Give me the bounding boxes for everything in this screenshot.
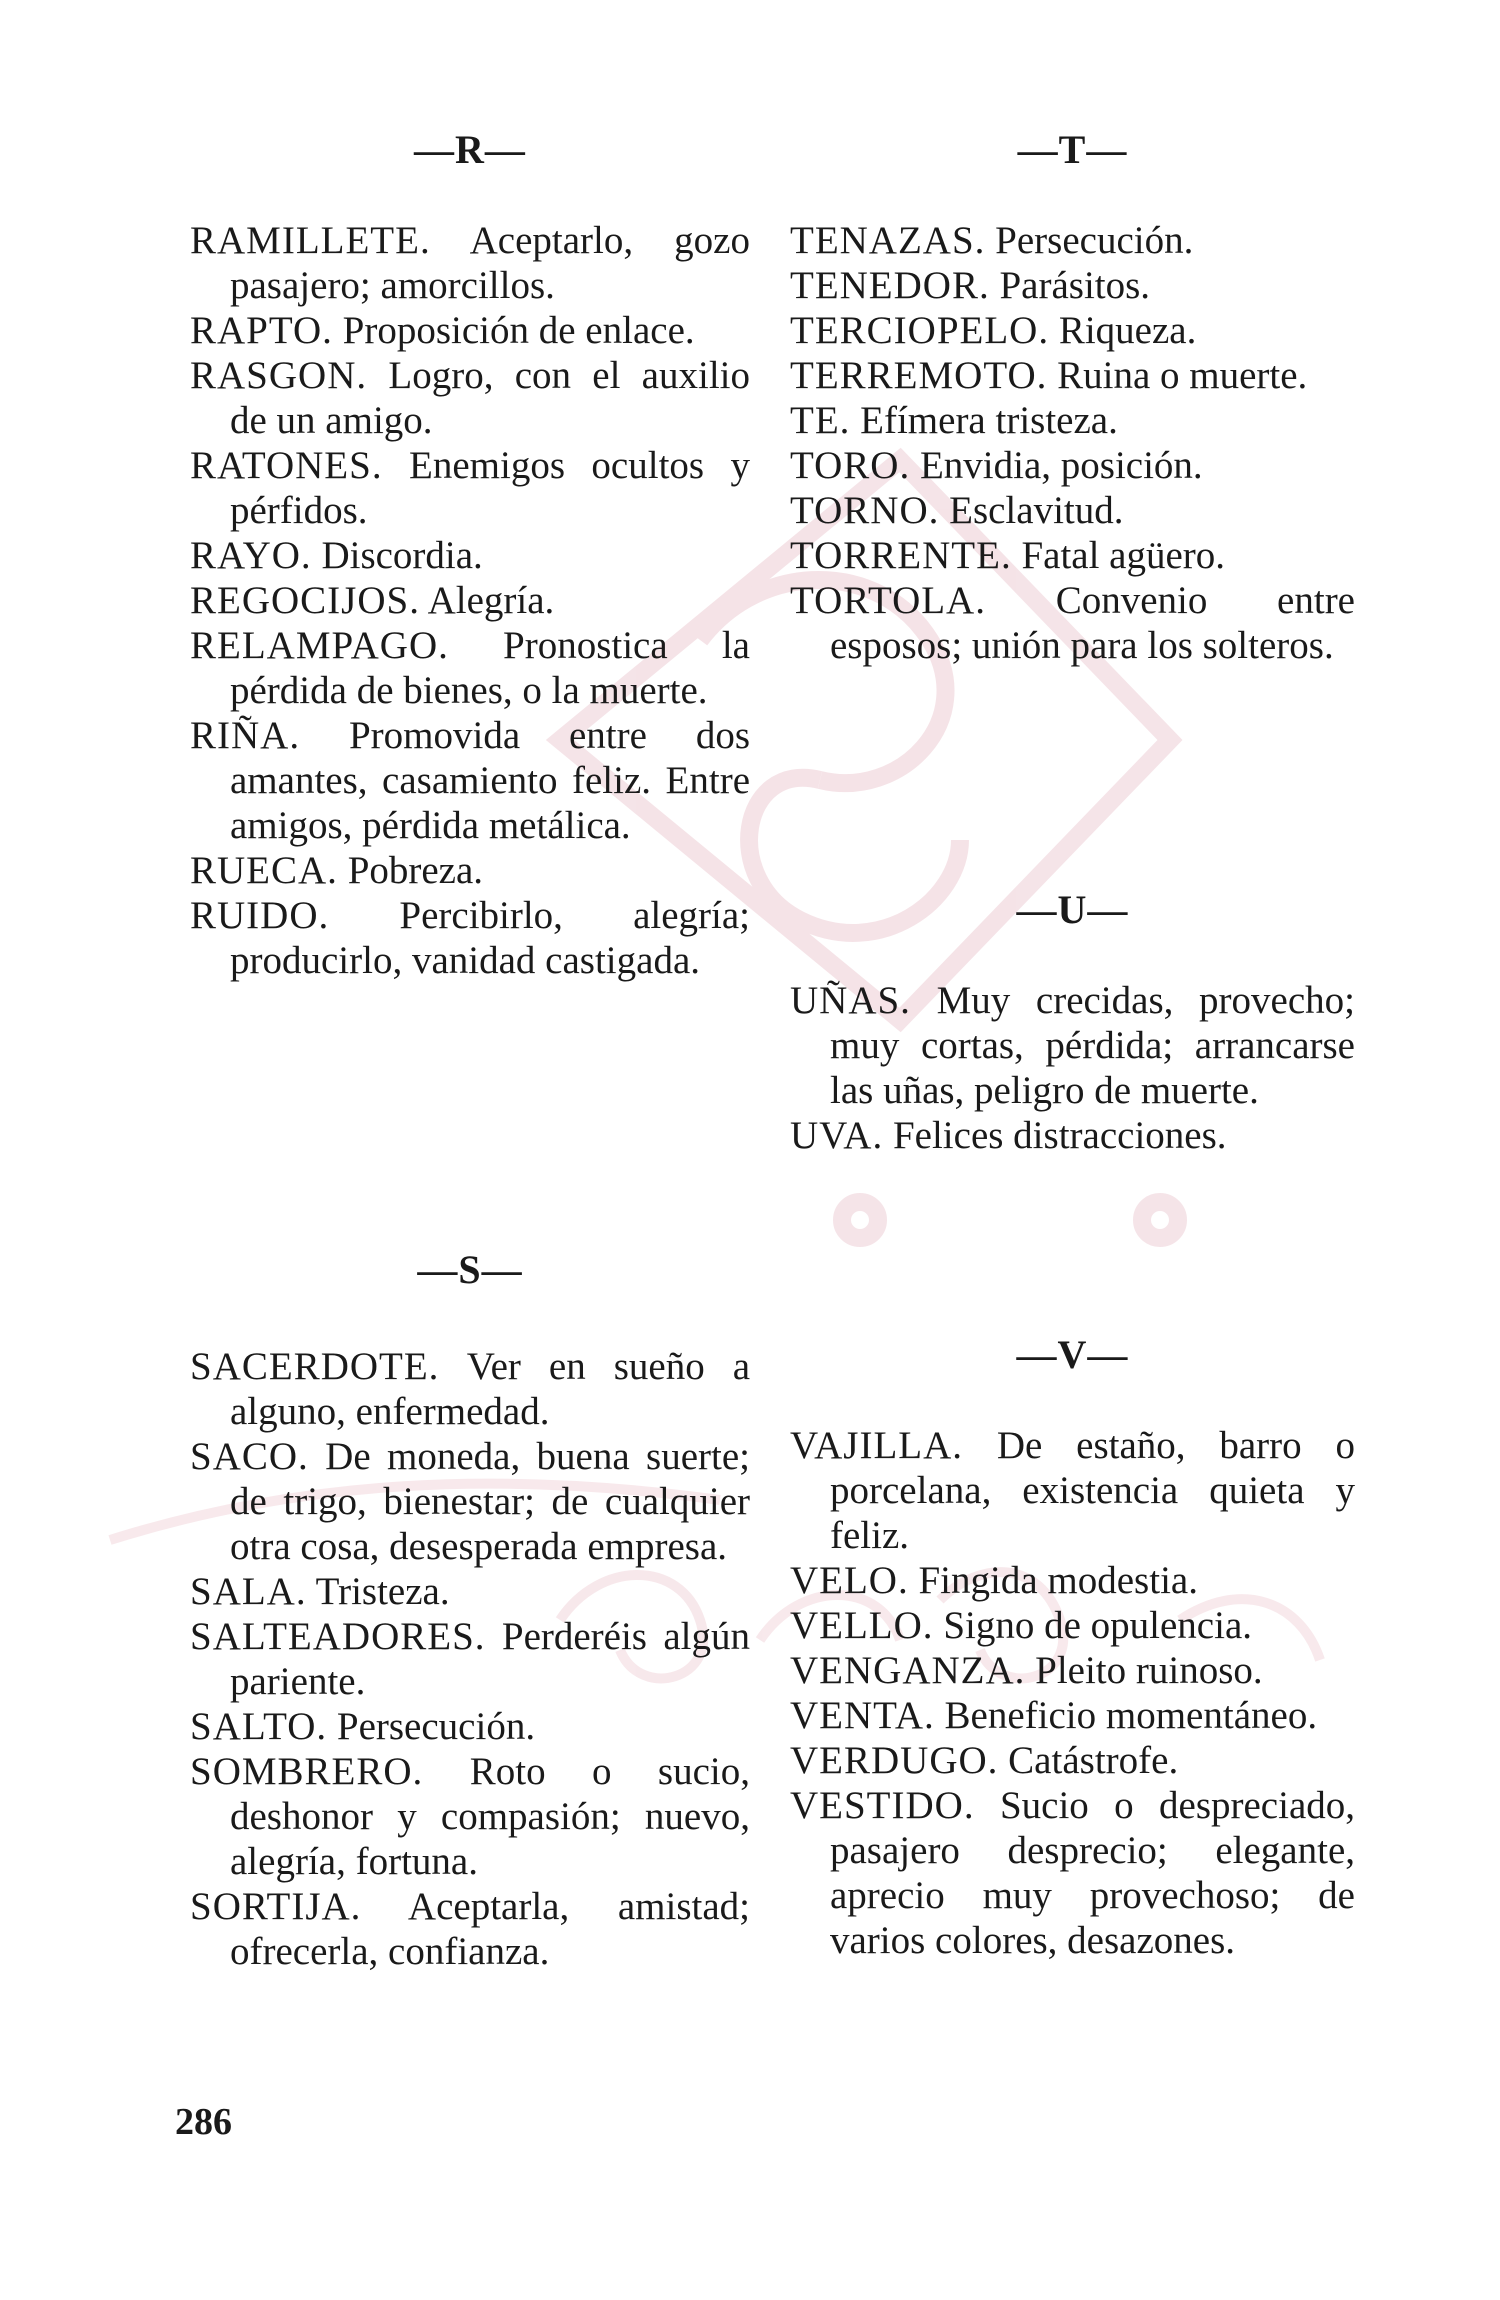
dictionary-entry	[790, 1113, 1355, 1158]
entry-meaning: Riqueza.	[1058, 309, 1197, 352]
entry-meaning: Beneficio momentáneo.	[944, 1694, 1318, 1737]
entry-meaning: Percibirlo, alegría; producirlo, vanidad castigada.	[230, 894, 750, 982]
entry-term: RATONES.	[190, 444, 383, 487]
dictionary-entry	[190, 1614, 750, 1704]
entry-meaning: Promovida entre dos amantes, casamiento feliz. Entre amigos, pérdida metálica.	[230, 714, 750, 847]
dictionary-entry	[190, 1884, 750, 1974]
entry-meaning: De estaño, barro o porcelana, existencia quieta y feliz.	[830, 1424, 1355, 1557]
entry-term: UVA.	[790, 1114, 884, 1157]
entry-meaning: Catástrofe.	[1008, 1739, 1179, 1782]
entry-term: TERREMOTO.	[790, 354, 1048, 397]
entry-term: RAMILLETE.	[190, 219, 431, 262]
entry-term: VESTIDO.	[790, 1784, 975, 1827]
section-s	[190, 1240, 750, 1974]
entry-term: TORRENTE.	[790, 534, 1012, 577]
section-heading: —S—	[417, 1247, 523, 1292]
entry-meaning: Persecución.	[995, 219, 1194, 262]
dictionary-entry	[790, 1693, 1355, 1738]
dictionary-entry	[190, 1749, 750, 1884]
dictionary-entry	[190, 1344, 750, 1434]
page-number: 286	[175, 2101, 232, 2143]
entry-term: VENGANZA.	[790, 1649, 1026, 1692]
dictionary-entry	[190, 218, 750, 308]
entry-meaning: Ver en sueño a alguno, enfermedad.	[230, 1345, 751, 1433]
entry-term: SALTEADORES.	[190, 1615, 486, 1658]
entry-term: TE.	[790, 399, 851, 442]
section-heading: —T—	[1017, 127, 1128, 172]
dictionary-entry	[790, 1738, 1355, 1783]
entry-term: RUECA.	[190, 849, 338, 892]
dictionary-entry	[790, 443, 1355, 488]
dictionary-entry	[190, 443, 750, 533]
dictionary-entry	[190, 893, 750, 983]
entry-meaning: Alegría.	[427, 579, 555, 622]
entry-term: SACO.	[190, 1435, 309, 1478]
entry-meaning: Ruina o muerte.	[1057, 354, 1308, 397]
dictionary-entry	[190, 533, 750, 578]
entry-meaning: Logro, con el auxilio de un amigo.	[230, 354, 750, 442]
entry-meaning: Perderéis algún pariente.	[230, 1615, 750, 1703]
entry-term: TORO.	[790, 444, 911, 487]
entry-meaning: Roto o sucio, deshonor y compasión; nuevo, alegría, fortuna.	[230, 1750, 750, 1883]
entry-meaning: Aceptarla, amistad; ofrecerla, confianza.	[230, 1885, 750, 1973]
entry-meaning: Enemigos ocultos y pérfidos.	[230, 444, 751, 532]
section-u	[790, 880, 1355, 1158]
dictionary-entry	[790, 533, 1355, 578]
entry-term: SORTIJA.	[190, 1885, 362, 1928]
dictionary-entry	[190, 1434, 750, 1569]
entry-term: TORTOLA.	[790, 579, 986, 622]
entry-term: TENEDOR.	[790, 264, 990, 307]
entry-term: RIÑA.	[190, 714, 301, 757]
dictionary-entry	[790, 263, 1355, 308]
entry-term: TORNO.	[790, 489, 940, 532]
dictionary-entry	[190, 353, 750, 443]
entry-meaning: Pobreza.	[347, 849, 484, 892]
entry-term: TENAZAS.	[790, 219, 986, 262]
dictionary-entry	[790, 1603, 1355, 1648]
entry-meaning: Discordia.	[321, 534, 483, 577]
entry-list	[790, 978, 1355, 1158]
entry-term: SALA.	[190, 1570, 307, 1613]
entry-meaning: Signo de opulencia.	[943, 1604, 1252, 1647]
entry-meaning: Persecución.	[336, 1705, 536, 1748]
section-heading: —R—	[414, 127, 526, 172]
entry-meaning: Parásitos.	[999, 264, 1151, 307]
section-heading: —V—	[1016, 1332, 1129, 1377]
dictionary-entry	[790, 1648, 1355, 1693]
entry-meaning: Convenio entre esposos; unión para los solteros.	[830, 579, 1355, 667]
entry-meaning: Felices distracciones.	[892, 1114, 1227, 1157]
entry-term: SALTO.	[190, 1705, 328, 1748]
entry-meaning: Proposición de enlace.	[342, 309, 695, 352]
entry-meaning: Aceptarlo, gozo pasajero; amorcillos.	[230, 219, 750, 307]
dictionary-entry	[190, 848, 750, 893]
section-v	[790, 1325, 1355, 1963]
entry-meaning: Fingida modestia.	[918, 1559, 1198, 1602]
section-t	[790, 120, 1355, 668]
entry-list	[790, 218, 1355, 668]
dictionary-entry	[790, 1558, 1355, 1603]
dictionary-entry	[790, 1423, 1355, 1558]
entry-term: VELLO.	[790, 1604, 934, 1647]
entry-term: TERCIOPELO.	[790, 309, 1050, 352]
dictionary-entry	[790, 398, 1355, 443]
dictionary-entry	[790, 488, 1355, 533]
entry-meaning: Muy crecidas, provecho; muy cortas, pérdida; arrancarse las uñas, peligro de muerte.	[830, 979, 1355, 1112]
entry-term: SOMBRERO.	[190, 1750, 424, 1793]
dictionary-entry	[790, 578, 1355, 668]
dictionary-entry	[190, 1569, 750, 1614]
dictionary-entry	[190, 623, 750, 713]
dictionary-entry	[190, 713, 750, 848]
entry-meaning: Esclavitud.	[949, 489, 1124, 532]
entry-term: VENTA.	[790, 1694, 935, 1737]
entry-term: RELAMPAGO.	[190, 624, 449, 667]
dictionary-entry	[190, 308, 750, 353]
dictionary-entry	[790, 218, 1355, 263]
entry-meaning: Envidia, posición.	[919, 444, 1203, 487]
entry-term: SACERDOTE.	[190, 1345, 440, 1388]
entry-term: VAJILLA.	[790, 1424, 964, 1467]
dictionary-entry	[790, 978, 1355, 1113]
entry-term: RAYO.	[190, 534, 312, 577]
dictionary-entry	[190, 578, 750, 623]
entry-meaning: Fatal agüero.	[1021, 534, 1226, 577]
entry-meaning: Efímera tristeza.	[860, 399, 1118, 442]
entry-term: RASGON.	[190, 354, 368, 397]
entry-meaning: Sucio o despreciado, pasajero desprecio; elegante, aprecio muy provechoso; de varios colores, desazones.	[830, 1784, 1356, 1962]
entry-meaning: De moneda, buena suerte; de trigo, bienestar; de cualquier otra cosa, desesperada empresa.	[230, 1435, 750, 1568]
entry-term: VELO.	[790, 1559, 909, 1602]
dictionary-entry	[790, 353, 1355, 398]
entry-term: REGOCIJOS.	[190, 579, 420, 622]
entry-term: RUIDO.	[190, 894, 330, 937]
entry-list	[790, 1423, 1355, 1963]
entry-list	[190, 218, 750, 983]
entry-term: VERDUGO.	[790, 1739, 999, 1782]
entry-meaning: Tristeza.	[315, 1570, 450, 1613]
dictionary-entry	[190, 1704, 750, 1749]
entry-term: UÑAS.	[790, 979, 911, 1022]
entry-list	[190, 1344, 750, 1974]
section-r	[190, 120, 750, 983]
dictionary-entry	[790, 308, 1355, 353]
entry-meaning: Pronostica la pérdida de bienes, o la muerte.	[230, 624, 750, 712]
entry-term: RAPTO.	[190, 309, 333, 352]
entry-meaning: Pleito ruinoso.	[1035, 1649, 1263, 1692]
dictionary-entry	[790, 1783, 1355, 1963]
section-heading: —U—	[1016, 887, 1129, 932]
